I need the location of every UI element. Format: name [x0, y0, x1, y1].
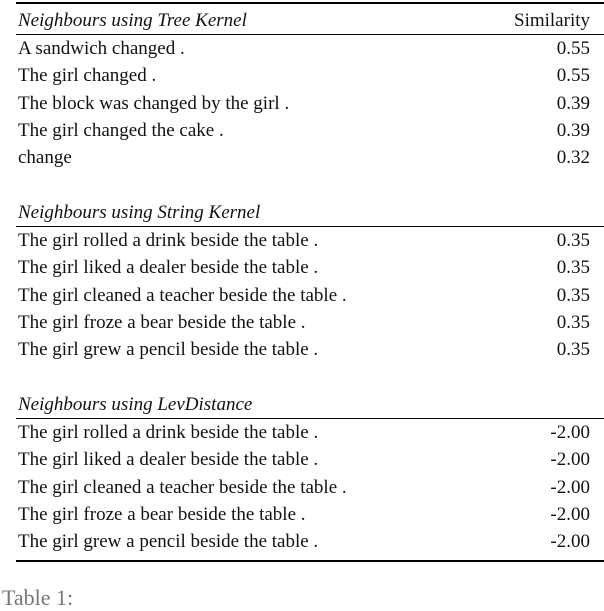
section-title: Neighbours using LevDistance	[18, 394, 253, 415]
table-row	[18, 310, 590, 336]
table-row	[18, 36, 590, 62]
section-rule	[16, 418, 604, 419]
similarity-value: 0.35	[556, 284, 590, 306]
neighbour-sentence: The girl liked a dealer beside the table .	[18, 257, 319, 279]
neighbour-sentence: The block was changed by the girl .	[18, 92, 290, 114]
column-header: Similarity	[514, 10, 590, 31]
top-rule	[16, 2, 604, 4]
table-row	[18, 475, 590, 501]
neighbour-sentence: The girl rolled a drink beside the table .	[18, 422, 319, 443]
table-row	[18, 337, 590, 363]
neighbour-sentence: change	[18, 147, 72, 169]
similarity-value: 0.32	[556, 147, 590, 169]
similarity-value: 0.39	[556, 119, 590, 141]
similarity-value: 0.35	[556, 339, 590, 361]
table-row	[18, 447, 590, 473]
neighbour-sentence: The girl cleaned a teacher beside the table .	[18, 476, 347, 498]
section-rule	[16, 34, 604, 35]
similarity-value: 0.35	[556, 230, 590, 251]
neighbour-sentence: The girl rolled a drink beside the table .	[18, 230, 319, 251]
neighbour-sentence: The girl froze a bear beside the table .	[18, 503, 306, 525]
table-row	[18, 91, 590, 117]
similarity-value: -2.00	[550, 476, 590, 498]
table-row	[18, 255, 590, 281]
table-row	[18, 63, 590, 89]
neighbour-sentence: The girl changed .	[18, 65, 157, 87]
section-title: Neighbours using String Kernel	[18, 202, 261, 223]
bottom-rule	[16, 560, 604, 562]
section-header	[18, 8, 590, 34]
section-rule	[16, 226, 604, 227]
section-title: Neighbours using Tree Kernel	[18, 10, 247, 31]
similarity-value: 0.35	[556, 311, 590, 333]
similarity-value: -2.00	[550, 422, 590, 443]
table-row	[18, 502, 590, 528]
neighbour-sentence: The girl liked a dealer beside the table .	[18, 449, 319, 471]
section-header	[18, 392, 590, 418]
similarity-value: 0.55	[556, 65, 590, 87]
table-row	[18, 420, 590, 446]
neighbour-sentence: A sandwich changed .	[18, 38, 185, 59]
section-header	[18, 200, 590, 226]
table-caption: Table 1:	[2, 585, 74, 610]
table-row	[18, 145, 590, 171]
neighbour-sentence: The girl grew a pencil beside the table .	[18, 339, 319, 361]
neighbour-sentence: The girl cleaned a teacher beside the table .	[18, 284, 347, 306]
neighbour-sentence: The girl froze a bear beside the table .	[18, 311, 306, 333]
neighbour-sentence: The girl changed the cake .	[18, 119, 224, 141]
similarity-value: -2.00	[550, 503, 590, 525]
table-row	[18, 283, 590, 309]
table-row	[18, 228, 590, 254]
similarity-value: 0.39	[556, 92, 590, 114]
neighbour-sentence: The girl grew a pencil beside the table .	[18, 531, 319, 553]
similarity-value: -2.00	[550, 531, 590, 553]
similarity-value: 0.55	[556, 38, 590, 59]
similarity-value: -2.00	[550, 449, 590, 471]
table-row	[18, 118, 590, 144]
table-row	[18, 529, 590, 555]
similarity-value: 0.35	[556, 257, 590, 279]
